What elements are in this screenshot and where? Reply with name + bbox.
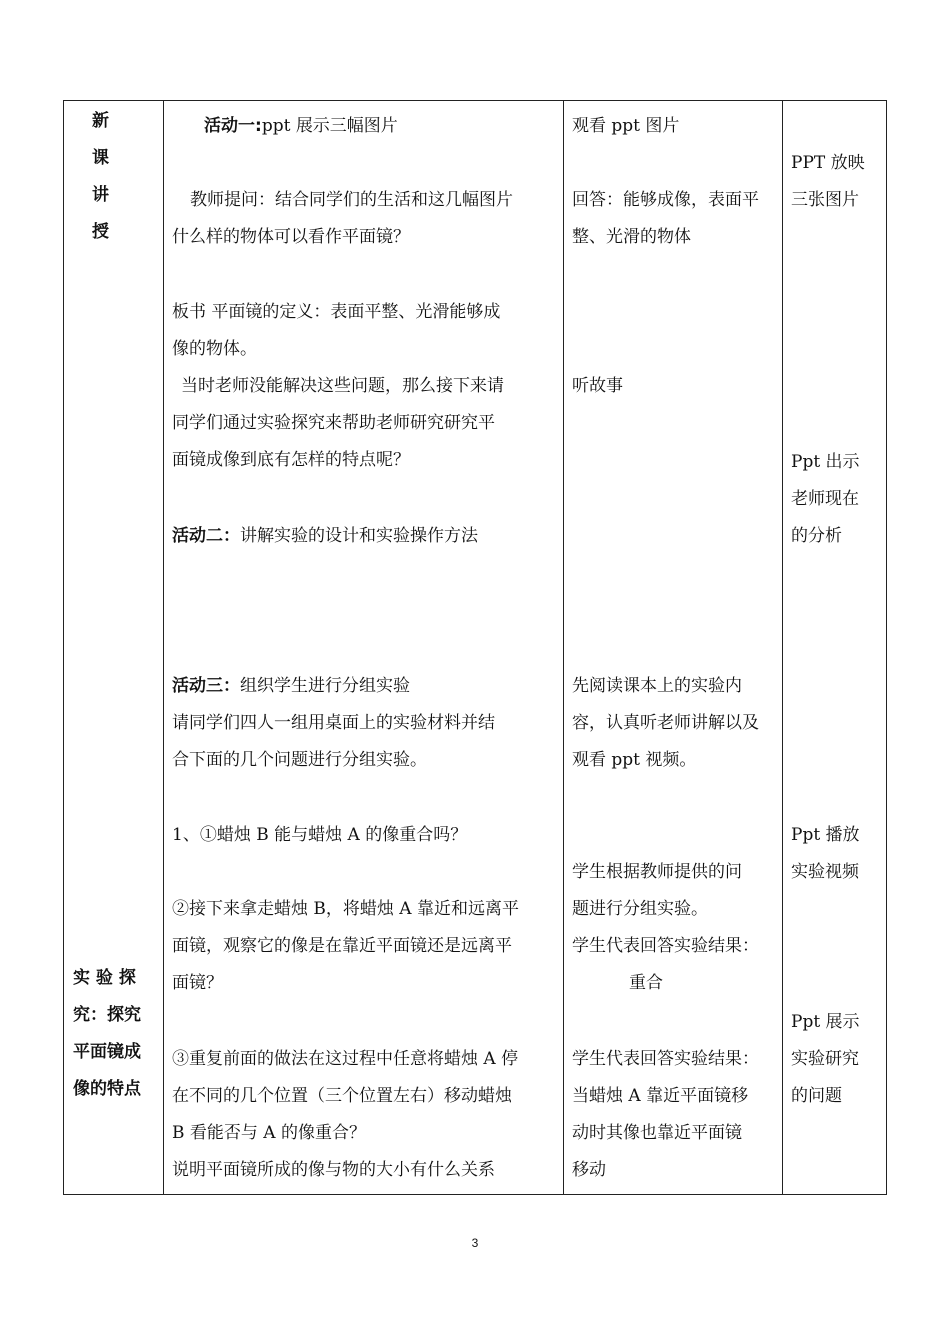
section-label-char: 课 bbox=[92, 148, 109, 168]
student-result-line: 当蜡烛 A 靠近平面镜移 bbox=[572, 1086, 749, 1106]
section-label-char: 新 bbox=[92, 111, 109, 131]
column-divider bbox=[563, 101, 564, 1194]
activity-3 bbox=[172, 676, 410, 696]
column-divider bbox=[782, 101, 783, 1194]
student-result-value: 重合 bbox=[629, 973, 663, 993]
section2-label-line: 平面镜成 bbox=[73, 1042, 141, 1062]
story-line: 当时老师没能解决这些问题，那么接下来请 bbox=[181, 376, 504, 396]
student-activity-line: 容，认真听老师讲解以及 bbox=[572, 713, 759, 733]
student-result-line: 动时其像也靠近平面镜 bbox=[572, 1123, 742, 1143]
media-note-line: 的分析 bbox=[791, 526, 842, 546]
media-note-line: 三张图片 bbox=[791, 190, 859, 210]
media-note-line: 老师现在 bbox=[791, 489, 859, 509]
student-activity: 观看 ppt 图片 bbox=[572, 116, 680, 136]
student-result-line: 移动 bbox=[572, 1160, 606, 1180]
media-note-line: Ppt 出示 bbox=[791, 452, 860, 472]
section2-label-line: 实 验 探 bbox=[73, 968, 136, 988]
media-note-line: PPT 放映 bbox=[791, 153, 865, 173]
activity-2 bbox=[172, 526, 478, 546]
experiment-question-3-line: 在不同的几个位置（三个位置左右）移动蜡烛 bbox=[172, 1086, 512, 1106]
lesson-table bbox=[63, 100, 887, 1195]
section-label-char: 授 bbox=[92, 222, 109, 242]
group-instruction-line: 请同学们四人一组用桌面上的实验材料并结 bbox=[172, 713, 495, 733]
activity-1-text: ppt 展示三幅图片 bbox=[261, 116, 398, 136]
experiment-question-2-line: 面镜，观察它的像是在靠近平面镜还是远离平 bbox=[172, 936, 512, 956]
student-activity-line: 题进行分组实验。 bbox=[572, 899, 708, 919]
student-result-line: 学生代表回答实验结果： bbox=[572, 936, 759, 956]
activity-2-label: 活动二： bbox=[172, 526, 240, 546]
column-divider bbox=[163, 101, 164, 1194]
group-instruction-line: 合下面的几个问题进行分组实验。 bbox=[172, 750, 427, 770]
media-note-line: Ppt 展示 bbox=[791, 1012, 860, 1032]
board-note-line: 板书 平面镜的定义：表面平整、光滑能够成 bbox=[172, 302, 501, 322]
experiment-question-3-line: ③重复前面的做法在这过程中任意将蜡烛 A 停 bbox=[172, 1049, 519, 1069]
experiment-question-3-line: B 看能否与 A 的像重合？ bbox=[172, 1123, 366, 1143]
activity-3-text: 组织学生进行分组实验 bbox=[240, 676, 410, 696]
teacher-question-line: 什么样的物体可以看作平面镜？ bbox=[172, 227, 410, 247]
story-line: 同学们通过实验探究来帮助老师研究研究平 bbox=[172, 413, 495, 433]
activity-1-label: 活动一: bbox=[204, 116, 262, 136]
activity-2-text: 讲解实验的设计和实验操作方法 bbox=[240, 526, 478, 546]
student-activity-line: 先阅读课本上的实验内 bbox=[572, 676, 742, 696]
student-answer-line: 整、光滑的物体 bbox=[572, 227, 691, 247]
media-note-line: 的问题 bbox=[791, 1086, 842, 1106]
experiment-question-2-line: 面镜？ bbox=[172, 973, 223, 993]
activity-1 bbox=[204, 116, 398, 136]
section2-label-line: 究：探究 bbox=[73, 1005, 141, 1025]
student-result-line: 学生代表回答实验结果： bbox=[572, 1049, 759, 1069]
student-activity: 听故事 bbox=[572, 376, 623, 396]
activity-3-label: 活动三： bbox=[172, 676, 240, 696]
story-line: 面镜成像到底有怎样的特点呢？ bbox=[172, 450, 410, 470]
experiment-question-3-line: 说明平面镜所成的像与物的大小有什么关系 bbox=[172, 1160, 495, 1180]
page-number: 3 bbox=[471, 1236, 479, 1250]
student-answer-line: 回答：能够成像，表面平 bbox=[572, 190, 759, 210]
student-activity-line: 学生根据教师提供的问 bbox=[572, 862, 742, 882]
section2-label-line: 像的特点 bbox=[73, 1079, 141, 1099]
teacher-question-line: 教师提问：结合同学们的生活和这几幅图片 bbox=[190, 190, 513, 210]
section-label-char: 讲 bbox=[92, 185, 109, 205]
media-note-line: Ppt 播放 bbox=[791, 825, 860, 845]
board-note-line: 像的物体。 bbox=[172, 339, 257, 359]
student-activity-line: 观看 ppt 视频。 bbox=[572, 750, 697, 770]
experiment-question-2-line: ②接下来拿走蜡烛 B，将蜡烛 A 靠近和远离平 bbox=[172, 899, 519, 919]
experiment-question-1: 1、①蜡烛 B 能与蜡烛 A 的像重合吗？ bbox=[172, 825, 468, 845]
media-note-line: 实验视频 bbox=[791, 862, 859, 882]
media-note-line: 实验研究 bbox=[791, 1049, 859, 1069]
